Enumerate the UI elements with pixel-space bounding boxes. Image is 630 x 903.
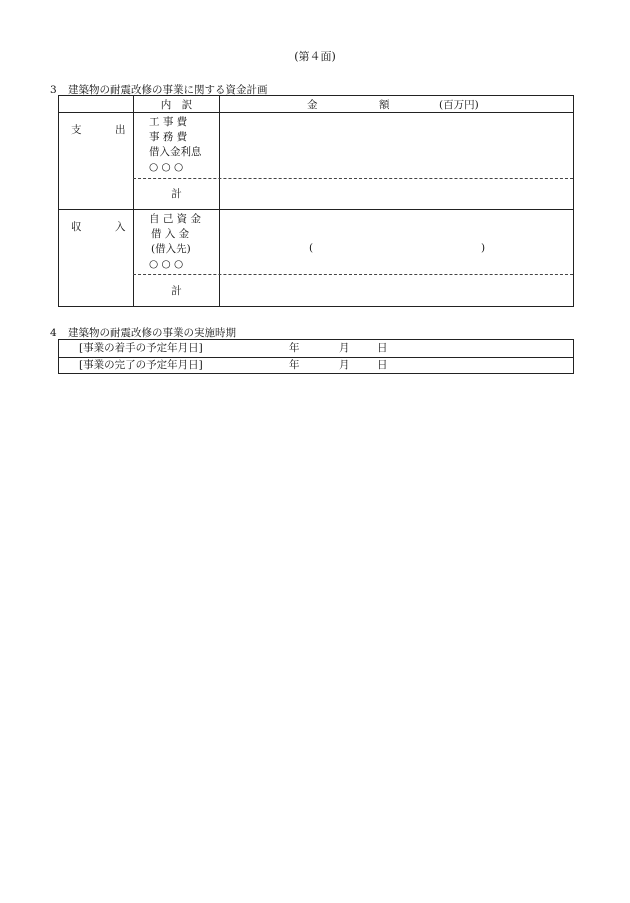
unit-label: (百万円) (439, 99, 479, 111)
funding-plan-table (58, 95, 574, 307)
lender-paren-open: ( (309, 242, 314, 254)
expenditure-item: ○ ○ ○ (149, 161, 184, 173)
month-label: 月 (339, 359, 350, 371)
schedule-label: [事業の着手の予定年月日] (79, 342, 203, 354)
income-item: 自 己 資 金 (149, 213, 202, 225)
schedule-table (58, 339, 574, 374)
breakdown-column-header: 内 訳 (160, 99, 193, 111)
lender-paren-close: ) (481, 242, 486, 254)
income-item: (借入先) (151, 243, 191, 255)
expenditure-items (149, 115, 207, 175)
expenditure-label-right: 出 (115, 124, 126, 136)
expenditure-item: 事 務 費 (149, 131, 188, 143)
expenditure-subtotal-label: 計 (171, 188, 182, 200)
amount-header-right: 額 (379, 99, 390, 111)
income-subtotal-label: 計 (171, 285, 182, 297)
expenditure-item: 工 事 費 (149, 116, 188, 128)
expenditure-item: 借入金利息 (149, 146, 202, 158)
year-label: 年 (289, 342, 300, 354)
income-label-left: 収 (71, 221, 82, 233)
day-label: 日 (377, 342, 388, 354)
day-label: 日 (377, 359, 388, 371)
section-divider (59, 209, 573, 210)
schedule-label: [事業の完了の予定年月日] (79, 359, 203, 371)
month-label: 月 (339, 342, 350, 354)
schedule-row-start (59, 340, 573, 357)
schedule-row-end (59, 357, 573, 374)
income-label-right: 入 (115, 221, 126, 233)
section-4-number: 4 (50, 327, 57, 339)
amount-header-left: 金 (307, 99, 318, 111)
income-subtotal-divider (133, 274, 573, 275)
income-item: 借 入 金 (151, 228, 190, 240)
year-label: 年 (289, 359, 300, 371)
header-divider (59, 112, 573, 113)
section-4-title: 建築物の耐震改修の事業の実施時期 (68, 327, 236, 339)
expenditure-label-left: 支 (71, 124, 82, 136)
section-4-heading (50, 325, 236, 340)
section-3-number: 3 (50, 84, 57, 96)
income-item: ○ ○ ○ (149, 258, 184, 270)
income-items (149, 212, 207, 272)
expenditure-subtotal-divider (133, 178, 573, 179)
page-number-label: (第４面) (294, 50, 336, 63)
section-3-title: 建築物の耐震改修の事業に関する資金計画 (68, 84, 268, 96)
